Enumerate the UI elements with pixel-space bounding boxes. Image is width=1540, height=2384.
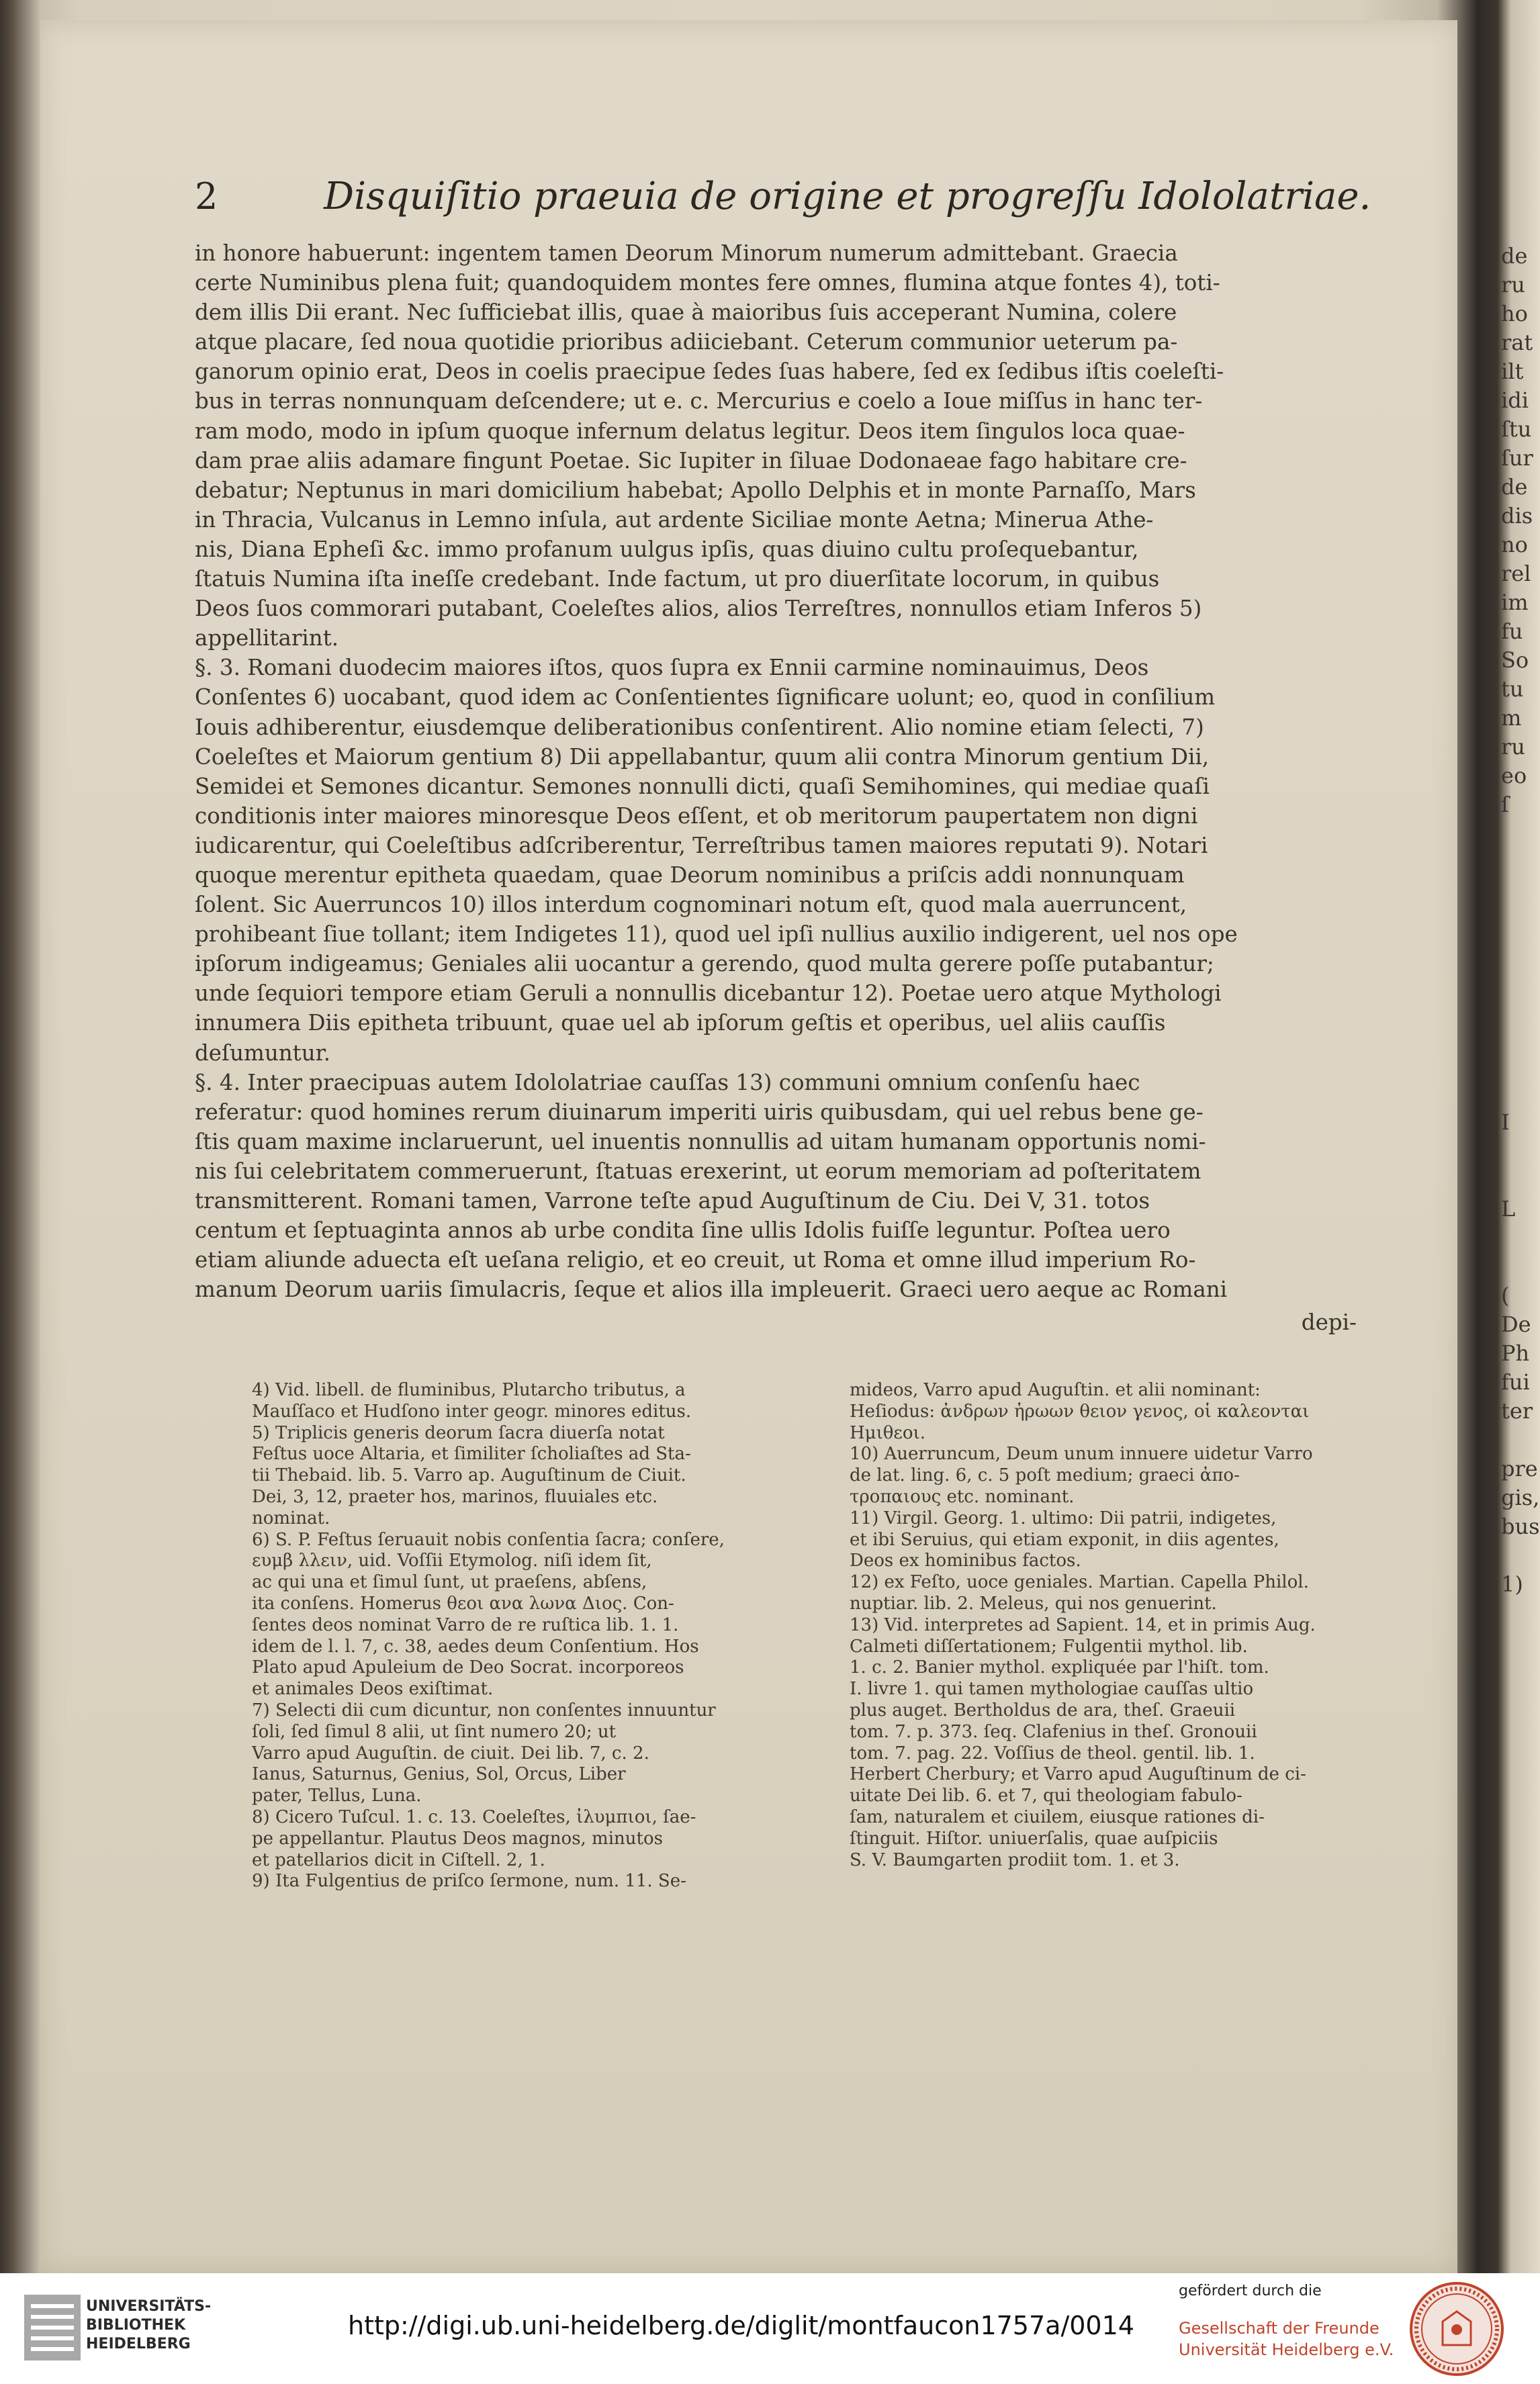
footnote-line: Feſtus uoce Altaria, et ſimiliter ſcholiaſtes ad Sta- bbox=[252, 1444, 691, 1465]
text-line: unde ſequiori tempore etiam Geruli a nonnullis dicebantur 12). Poetae uero atque Mythologi bbox=[195, 980, 1222, 1007]
strip-fragment: eo bbox=[1501, 763, 1527, 788]
running-header bbox=[195, 175, 1371, 235]
strip-fragment bbox=[1501, 1541, 1540, 1570]
footnotes-right-column bbox=[850, 1380, 1454, 1871]
footnote-line: et ibi Seruius, qui etiam exponit, in diis agentes, bbox=[850, 1529, 1279, 1550]
footnote-line: idem de l. l. 7, c. 38, aedes deum Conſentium. Hos bbox=[252, 1636, 699, 1657]
text-line: Coeleſtes et Maiorum gentium 8) Dii appellabantur, quum alii contra Minorum gentium Dii, bbox=[195, 743, 1210, 770]
library-line: UNIVERSITÄTS- bbox=[86, 2298, 212, 2315]
text-line: nis, Diana Epheſi &c. immo profanum uulgus ipſis, quas diuino cultu proſequebantur, bbox=[195, 536, 1139, 562]
footnote-line: pater, Tellus, Luna. bbox=[252, 1786, 422, 1806]
text-line: ſolent. Sic Auerruncos 10) illos interdum cognominari notum eſt, quod mala auerruncent, bbox=[195, 892, 1187, 918]
text-line: quoque merentur epitheta quaedam, quae Deorum nominibus a priſcis addi nonnunquam bbox=[195, 862, 1185, 888]
text-line: ſtis quam maxime inclaruerunt, uel inuentis nonnullis ad uitam humanam opportunis nomi- bbox=[195, 1128, 1206, 1154]
strip-fragment: m bbox=[1501, 705, 1522, 731]
strip-fragment: bus bbox=[1501, 1514, 1540, 1539]
footnote-line: tom. 7. p. 373. ſeq. Clafenius in theſ. Gronouii bbox=[850, 1721, 1257, 1742]
footnote-line: tom. 7. pag. 22. Voſſius de theol. gentil. lib. 1. bbox=[850, 1743, 1255, 1763]
text-line: Conſentes 6) uocabant, quod idem ac Conſentientes ſignificare uolunt; eo, quod in conſilium bbox=[195, 684, 1216, 710]
strip-fragment: rat bbox=[1501, 330, 1533, 355]
strip-fragment bbox=[1501, 1021, 1540, 1050]
footnote-line: ita conſens. Homerus θεοι ανα λωνα Διος. Con- bbox=[252, 1593, 674, 1614]
footnotes-left-column bbox=[252, 1380, 856, 1892]
text-line: Iouis adhiberentur, eiusdemque deliberationibus conſentirent. Alio nomine etiam ſelecti, 7) bbox=[195, 714, 1204, 740]
footnote-line: Ημιθεοι. bbox=[850, 1422, 926, 1443]
text-line: transmitterent. Romani tamen, Varrone teſte apud Auguſtinum de Ciu. Dei V, 31. totos bbox=[195, 1188, 1150, 1213]
footnote-line: et animales Deos exiſtimat. bbox=[252, 1679, 494, 1700]
text-line: prohibeant ſiue tollant; item Indigetes 11), quod uel ipſi nullius auxilio indigerent, uel nos ope bbox=[195, 921, 1238, 948]
footnote-line: 5) Triplicis generis deorum ſacra diuerſa notat bbox=[252, 1422, 665, 1443]
footnote-line: Calmeti diſſertationem; Fulgentii mythol. lib. bbox=[850, 1636, 1248, 1657]
strip-fragment: De bbox=[1501, 1312, 1531, 1337]
strip-fragment: Ph bbox=[1501, 1340, 1530, 1366]
catchword: depi- bbox=[1301, 1310, 1357, 1335]
footnote-line: plus auget. Bertholdus de ara, theſ. Graeuii bbox=[850, 1700, 1236, 1721]
footnote-line: Plato apud Apuleium de Deo Socrat. incorporeos bbox=[252, 1657, 684, 1678]
footnote-line: 4) Vid. libell. de fluminibus, Plutarcho tributus, a bbox=[252, 1380, 686, 1400]
text-line: ſtatuis Numina iſta ineſſe credebant. Inde factum, ut pro diuerſitate locorum, in quibus bbox=[195, 566, 1160, 592]
strip-fragment: dis bbox=[1501, 503, 1533, 529]
text-line: atque placare, ſed noua quotidie prioribus adiiciebant. Ceterum communior ueterum pa- bbox=[195, 329, 1178, 355]
footnote-line: ſoli, ſed ſimul 8 alii, ut ſint numero 20; ut bbox=[252, 1721, 617, 1742]
footnote-line: Herbert Cherbury; et Varro apud Auguſtinum de ci- bbox=[850, 1764, 1306, 1785]
text-line: centum et ſeptuaginta annos ab urbe condita ſine ullis Idolis fuiſſe leguntur. Poſtea uero bbox=[195, 1218, 1171, 1244]
permalink-url[interactable]: http://digi.ub.uni-heidelberg.de/diglit/montfaucon1757a/0014 bbox=[348, 2311, 1134, 2340]
text-line: iudicarentur, qui Coeleſtibus adſcriberentur, Terreſtribus tamen maiores reputati 9). Notari bbox=[195, 832, 1208, 858]
text-line: dem illis Dii erant. Nec ſufficiebat illis, quae à maioribus ſuis acceperant Numina, colere bbox=[195, 300, 1177, 326]
footnote-line: 10) Auerruncum, Deum unum innuere uidetur Varro bbox=[850, 1444, 1313, 1465]
strip-fragment bbox=[1501, 906, 1540, 935]
text-line: manum Deorum uariis ſimulacris, ſeque et alios illa impleuerit. Graeci uero aeque ac Romani bbox=[195, 1277, 1228, 1303]
footnote-line: 8) Cicero Tuſcul. 1. c. 13. Coeleſtes, ἰλυμπιοι, ſae- bbox=[252, 1806, 696, 1827]
text-line: ipſorum indigeamus; Geniales alii uocantur a gerendo, quod multa gerere poſſe putabantur; bbox=[195, 951, 1214, 977]
text-line: in honore habuerunt: ingentem tamen Deorum Minorum numerum admittebant. Graecia bbox=[195, 240, 1178, 266]
sponsor-line: Gesellschaft der Freunde bbox=[1179, 2319, 1379, 2338]
text-line: dam prae aliis adamare fingunt Poetae. Sic Iupiter in ſiluae Dodonaeae fago habitare cre- bbox=[195, 447, 1187, 473]
strip-fragment: pre bbox=[1501, 1456, 1538, 1481]
footnote-line: 12) ex Feſto, uoce geniales. Martian. Capella Philol. bbox=[850, 1572, 1309, 1593]
text-line: bus in terras nonnunquam deſcendere; ut e. c. Mercurius e coelo a Ioue miſſus in hanc ter- bbox=[195, 388, 1203, 414]
strip-fragment bbox=[1501, 1079, 1540, 1108]
library-name bbox=[86, 2297, 211, 2354]
strip-fragment: idi bbox=[1501, 387, 1529, 413]
footnote-line: et patellarios dicit in Ciſtell. 2, 1. bbox=[252, 1849, 545, 1870]
university-seal-icon bbox=[1409, 2281, 1504, 2377]
sponsor-name bbox=[1179, 2318, 1394, 2360]
strip-fragment bbox=[1501, 1252, 1540, 1281]
footnote-line: de lat. ling. 6, c. 5 poſt medium; graeci ἀπο- bbox=[850, 1465, 1240, 1486]
footnote-line: Ianus, Saturnus, Genius, Sol, Orcus, Liber bbox=[252, 1764, 626, 1785]
library-line: BIBLIOTHEK bbox=[86, 2317, 186, 2334]
strip-fragment: ru bbox=[1501, 734, 1525, 760]
strip-fragment: So bbox=[1501, 647, 1529, 673]
strip-fragment: I bbox=[1501, 1109, 1510, 1135]
text-line: ganorum opinio erat, Deos in coelis praecipue ſedes ſuas habere, ſed ex ſedibus iſtis coeleſti- bbox=[195, 359, 1224, 385]
strip-fragment: tu bbox=[1501, 676, 1524, 702]
strip-fragment bbox=[1501, 1137, 1540, 1166]
footnote-line: S. V. Baumgarten prodiit tom. 1. et 3. bbox=[850, 1849, 1180, 1870]
footnote-line: ευμβ λλειν, uid. Voſſii Etymolog. niſi idem ſit, bbox=[252, 1551, 652, 1571]
text-line: etiam aliunde aduecta eſt ueſana religio, et eo creuit, ut Roma et omne illud imperium Ro- bbox=[195, 1247, 1196, 1273]
footnote-line: pe appellantur. Plautus Deos magnos, minutos bbox=[252, 1828, 663, 1849]
library-logo-icon bbox=[24, 2295, 81, 2360]
footnote-line: 1. c. 2. Banier mythol. expliquée par l'hiſt. tom. bbox=[850, 1657, 1269, 1678]
strip-fragment bbox=[1501, 1426, 1540, 1455]
strip-fragment: ſtu bbox=[1501, 416, 1532, 442]
strip-fragment: rel bbox=[1501, 561, 1531, 586]
strip-fragment: de bbox=[1501, 474, 1528, 500]
running-title: Disquiſitio praeuia de origine et progreſſu Idololatriae. bbox=[324, 175, 1371, 218]
strip-fragment bbox=[1501, 877, 1540, 906]
footnote-line: Mauſſaco et Hudſono inter geogr. minores editus. bbox=[252, 1401, 692, 1422]
strip-fragment: ſ bbox=[1501, 792, 1509, 817]
footnote-line: 9) Ita Fulgentius de priſco ſermone, num. 11. Se- bbox=[252, 1871, 686, 1892]
footnote-line: I. livre 1. qui tamen mythologiae cauſſas ultio bbox=[850, 1679, 1254, 1700]
strip-fragment: im bbox=[1501, 590, 1529, 615]
footnote-line: Dei, 3, 12, praeter hos, marinos, fluuiales etc. bbox=[252, 1486, 658, 1507]
strip-fragment bbox=[1501, 819, 1540, 848]
footnote-line: tii Thebaid. lib. 5. Varro ap. Auguſtinum de Ciuit. bbox=[252, 1465, 686, 1486]
strip-fragment: L bbox=[1501, 1196, 1516, 1222]
adjacent-page-strip bbox=[1501, 242, 1540, 1599]
text-line: referatur: quod homines rerum diuinarum imperiti uiris quibusdam, qui uel rebus bene ge- bbox=[195, 1099, 1204, 1125]
strip-fragment bbox=[1501, 848, 1540, 877]
footnote-line: 13) Vid. interpretes ad Sapient. 14, et in primis Aug. bbox=[850, 1614, 1316, 1635]
text-line: Deos ſuos commorari putabant, Coeleſtes alios, alios Terreſtres, nonnullos etiam Inferos 5) bbox=[195, 596, 1202, 622]
footnote-line: ſentes deos nominat Varro de re ruſtica lib. 1. 1. bbox=[252, 1614, 679, 1635]
strip-fragment bbox=[1501, 1050, 1540, 1079]
strip-fragment: 1) bbox=[1501, 1571, 1523, 1597]
text-line: §. 3. Romani duodecim maiores iſtos, quos ſupra ex Ennii carmine nominauimus, Deos bbox=[195, 655, 1149, 681]
footnote-line: 11) Virgil. Georg. 1. ultimo: Dii patrii, indigetes, bbox=[850, 1508, 1277, 1528]
text-line: conditionis inter maiores minoresque Deos eſſent, et ob meritorum paupertatem non digni bbox=[195, 803, 1198, 829]
strip-fragment: gis, bbox=[1501, 1485, 1540, 1510]
page-number: 2 bbox=[195, 175, 218, 218]
text-line: nis ſui celebritatem commeruerunt, ſtatuas erexerint, ut eorum memoriam ad poſteritatem bbox=[195, 1158, 1202, 1184]
text-line: ram modo, modo in ipſum quoque infernum delatus legitur. Deos item ſingulos loca quae- bbox=[195, 418, 1185, 444]
text-line: in Thracia, Vulcanus in Lemno inſula, aut ardente Siciliae monte Aetna; Minerua Athe- bbox=[195, 506, 1154, 533]
footnote-line: ſam, naturalem et ciuilem, eiusque rationes di- bbox=[850, 1806, 1265, 1827]
text-line: innumera Diis epitheta tribuunt, quae uel ab ipſorum geſtis et operibus, uel aliis cauſſis bbox=[195, 1010, 1166, 1036]
strip-fragment: ilt bbox=[1501, 359, 1524, 384]
strip-fragment: ( bbox=[1501, 1283, 1510, 1308]
text-line: certe Numinibus plena fuit; quandoquidem montes fere omnes, flumina atque fontes 4), toti- bbox=[195, 270, 1220, 296]
strip-fragment: ho bbox=[1501, 301, 1528, 326]
text-line: deſumuntur. bbox=[195, 1040, 330, 1066]
text-line: §. 4. Inter praecipuas autem Idololatriae cauſſas 13) communi omnium conſenſu haec bbox=[195, 1069, 1140, 1095]
strip-fragment bbox=[1501, 964, 1540, 993]
footnote-line: 6) S. P. Feſtus ſeruauit nobis conſentia ſacra; conſere, bbox=[252, 1529, 725, 1550]
sponsor-line: Universität Heidelberg e.V. bbox=[1179, 2340, 1394, 2359]
strip-fragment: ru bbox=[1501, 272, 1525, 297]
footnote-line: τροπαιους etc. nominant. bbox=[850, 1486, 1075, 1507]
strip-fragment bbox=[1501, 993, 1540, 1021]
footnote-line: Varro apud Auguſtin. de ciuit. Dei lib. 7, c. 2. bbox=[252, 1743, 649, 1763]
footnote-line: ſtinguit. Hiſtor. uniuerſalis, quae auſpiciis bbox=[850, 1828, 1218, 1849]
footnote-line: nuptiar. lib. 2. Meleus, qui nos genuerint. bbox=[850, 1593, 1217, 1614]
footnote-line: mideos, Varro apud Auguſtin. et alii nominant: bbox=[850, 1380, 1261, 1400]
strip-fragment bbox=[1501, 1224, 1540, 1252]
text-line: debatur; Neptunus in mari domicilium habebat; Apollo Delphis et in monte Parnaſſo, Mars bbox=[195, 477, 1196, 503]
main-text bbox=[195, 238, 1357, 1304]
footnote-line: 7) Selecti dii cum dicuntur, non conſentes innuuntur bbox=[252, 1700, 716, 1721]
library-line: HEIDELBERG bbox=[86, 2336, 191, 2352]
viewer-footer bbox=[0, 2273, 1540, 2384]
strip-fragment: fui bbox=[1501, 1369, 1530, 1395]
strip-fragment bbox=[1501, 1166, 1540, 1195]
strip-fragment: no bbox=[1501, 532, 1528, 557]
sponsor-label: gefördert durch die bbox=[1179, 2283, 1322, 2299]
strip-fragment: de bbox=[1501, 243, 1528, 269]
text-line: Semidei et Semones dicantur. Semones nonnulli dicti, quaſi Semihomines, qui mediae quaſi bbox=[195, 773, 1210, 799]
strip-fragment: ter bbox=[1501, 1398, 1533, 1424]
strip-fragment bbox=[1501, 935, 1540, 964]
footnote-line: uitate Dei lib. 6. et 7, qui theologiam fabulo- bbox=[850, 1786, 1242, 1806]
footnote-line: nominat. bbox=[252, 1508, 330, 1528]
text-line: appellitarint. bbox=[195, 625, 339, 651]
footnote-line: Heſiodus: ἀνδρων ἡρωων θειον γενος, οἱ καλεονται bbox=[850, 1401, 1310, 1422]
footnote-line: Deos ex hominibus factos. bbox=[850, 1551, 1081, 1571]
strip-fragment: ſur bbox=[1501, 445, 1533, 471]
strip-fragment: fu bbox=[1501, 618, 1523, 644]
footnote-line: ac qui una et ſimul ſunt, ut praeſens, abſens, bbox=[252, 1572, 647, 1593]
